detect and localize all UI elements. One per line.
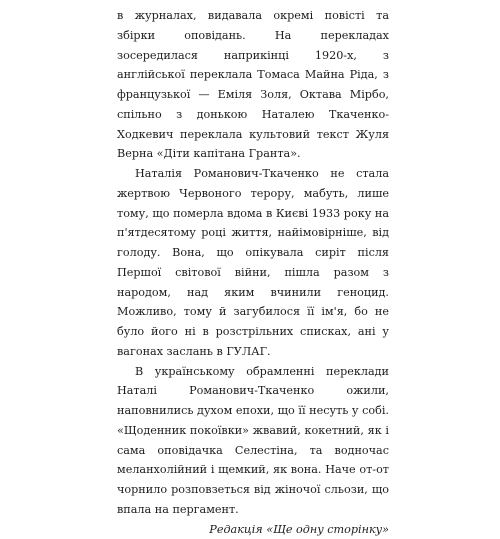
paragraph-continued: в журналах, видавала окремі повісті та збірки оповідань. На перекладах зосередилася наприкінці 1920-х, з англійської переклала Томаса Майна Ріда, з французької — Еміля Золя, Октава Мірбо, спільно з донькою Наталею Ткаченко-Ходкевич переклала культовий текст Жуля Верна «Діти капітана Гранта». [117, 6, 389, 164]
text-block [117, 6, 389, 539]
editorial-signature: Редакція «Ще одну сторінку» [117, 520, 389, 539]
paragraph-romanovych-fate: Наталія Романович-Ткаченко не стала жертвою Червоного терору, мабуть, лише тому, що померла вдома в Києві 1933 року на п'ятдесятому році життя, найімовірніше, від голоду. Вона, що опікувала сиріт після Першої світової війни, пішла разом з народом, над яким вчинили геноцид. Можливо, тому й загубилося її ім'я, бо не було його ні в розстрільних списках, ані у вагонах заслань в ГУЛАГ. [117, 164, 389, 362]
paragraph-translations: В українському обрамленні переклади Наталі Романович-Ткаченко ожили, наповнились духом епохи, що її несуть у собі. «Щоденник покоївки» жвавий, кокетний, як і сама оповідачка Селестіна, та водночас меланхолійний і щемкий, як вона. Наче от-от чорнило розповзеться від жіночої сльози, що впала на пергамент. [117, 362, 389, 520]
